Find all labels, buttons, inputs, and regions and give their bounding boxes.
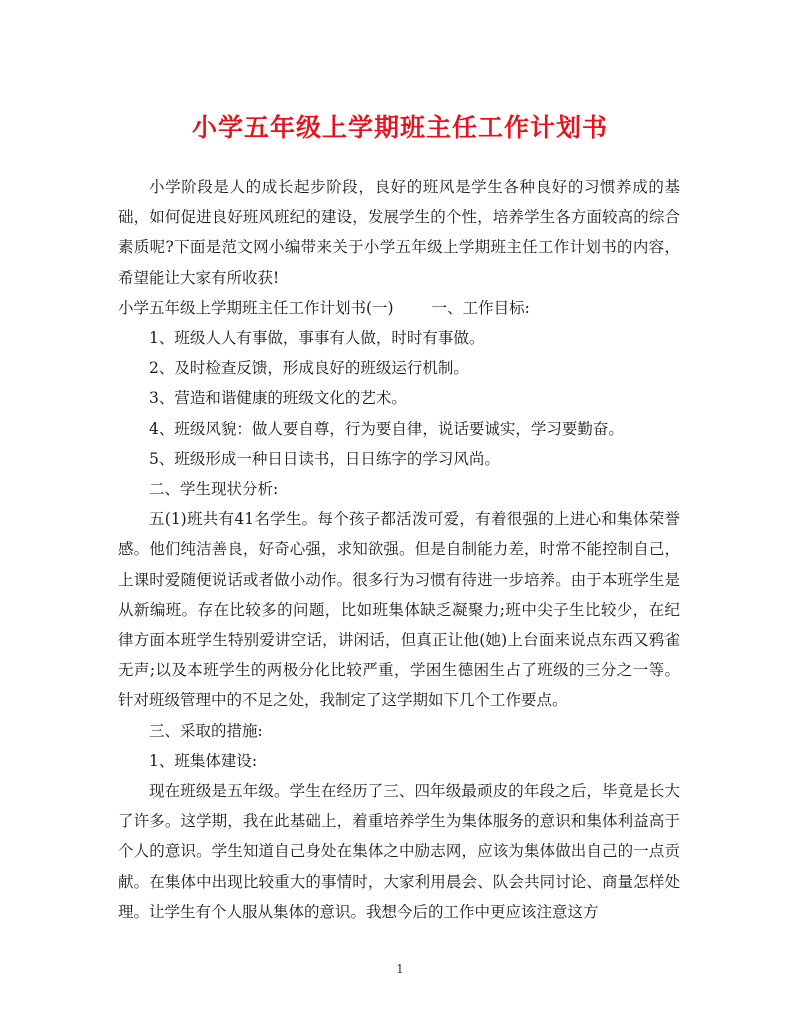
goal-heading: 一、工作目标:: [431, 298, 530, 317]
analysis-heading: 二、学生现状分析:: [149, 480, 279, 499]
goal-item: 1、班级人人有事做，事事有人做，时时有事做。: [149, 329, 485, 348]
goal-item: 2、及时检查反馈，形成良好的班级运行机制。: [149, 359, 469, 378]
goal-item: 5、班级形成一种日日读书，日日练字的学习风尚。: [149, 449, 500, 468]
measures-heading: 三、采取的措施:: [149, 721, 263, 740]
goal-item: 4、班级风貌：做人要自尊，行为要自律，说话要诚实，学习要勤奋。: [149, 419, 624, 438]
measure1-heading: 1、班集体建设:: [149, 751, 258, 770]
document-body: [118, 172, 680, 927]
document-title: 小学五年级上学期班主任工作计划书: [191, 113, 608, 142]
goal-item: 3、营造和谐健康的班级文化的艺术。: [149, 389, 407, 408]
section-heading-line: [118, 293, 680, 323]
section-title: 小学五年级上学期班主任工作计划书(一): [118, 298, 394, 317]
intro-paragraph: 小学阶段是人的成长起步阶段，良好的班风是学生各种良好的习惯养成的基础，如何促进良好班风班纪的建设，发展学生的个性，培养学生各方面较高的综合素质呢?下面是范文网小编带来关于小学五年级上学期班主任工作计划书的内容，希望能让大家有所收获!: [118, 178, 680, 287]
measure1-paragraph: 现在班级是五年级。学生在经历了三、四年级最顽皮的年段之后，毕竟是长大了许多。这学期，我在此基础上，着重培养学生为集体服务的意识和集体利益高于个人的意识。学生知道自己身处在集体之中励志网，应该为集体做出自己的一点贡献。在集体中出现比较重大的事情时，大家利用晨会、队会共同讨论、商量怎样处理。让学生有个人服从集体的意识。我想今后的工作中更应该注意这方: [118, 782, 680, 921]
analysis-paragraph: 五(1)班共有41名学生。每个孩子都活泼可爱，有着很强的上进心和集体荣誉感。他们纯洁善良，好奇心强，求知欲强。但是自制能力差，时常不能控制自己，上课时爱随便说话或者做小动作。很多行为习惯有待进一步培养。由于本班学生是从新编班。存在比较多的问题，比如班集体缺乏凝聚力;班中尖子生比较少，在纪律方面本班学生特别爱讲空话，讲闲话，但真正让他(她)上台面来说点东西又鸦雀无声;以及本班学生的两极分化比较严重，学困生德困生占了班级的三分之一等。针对班级管理中的不足之处，我制定了这学期如下几个工作要点。: [118, 510, 680, 710]
page-number: 1: [396, 962, 404, 976]
